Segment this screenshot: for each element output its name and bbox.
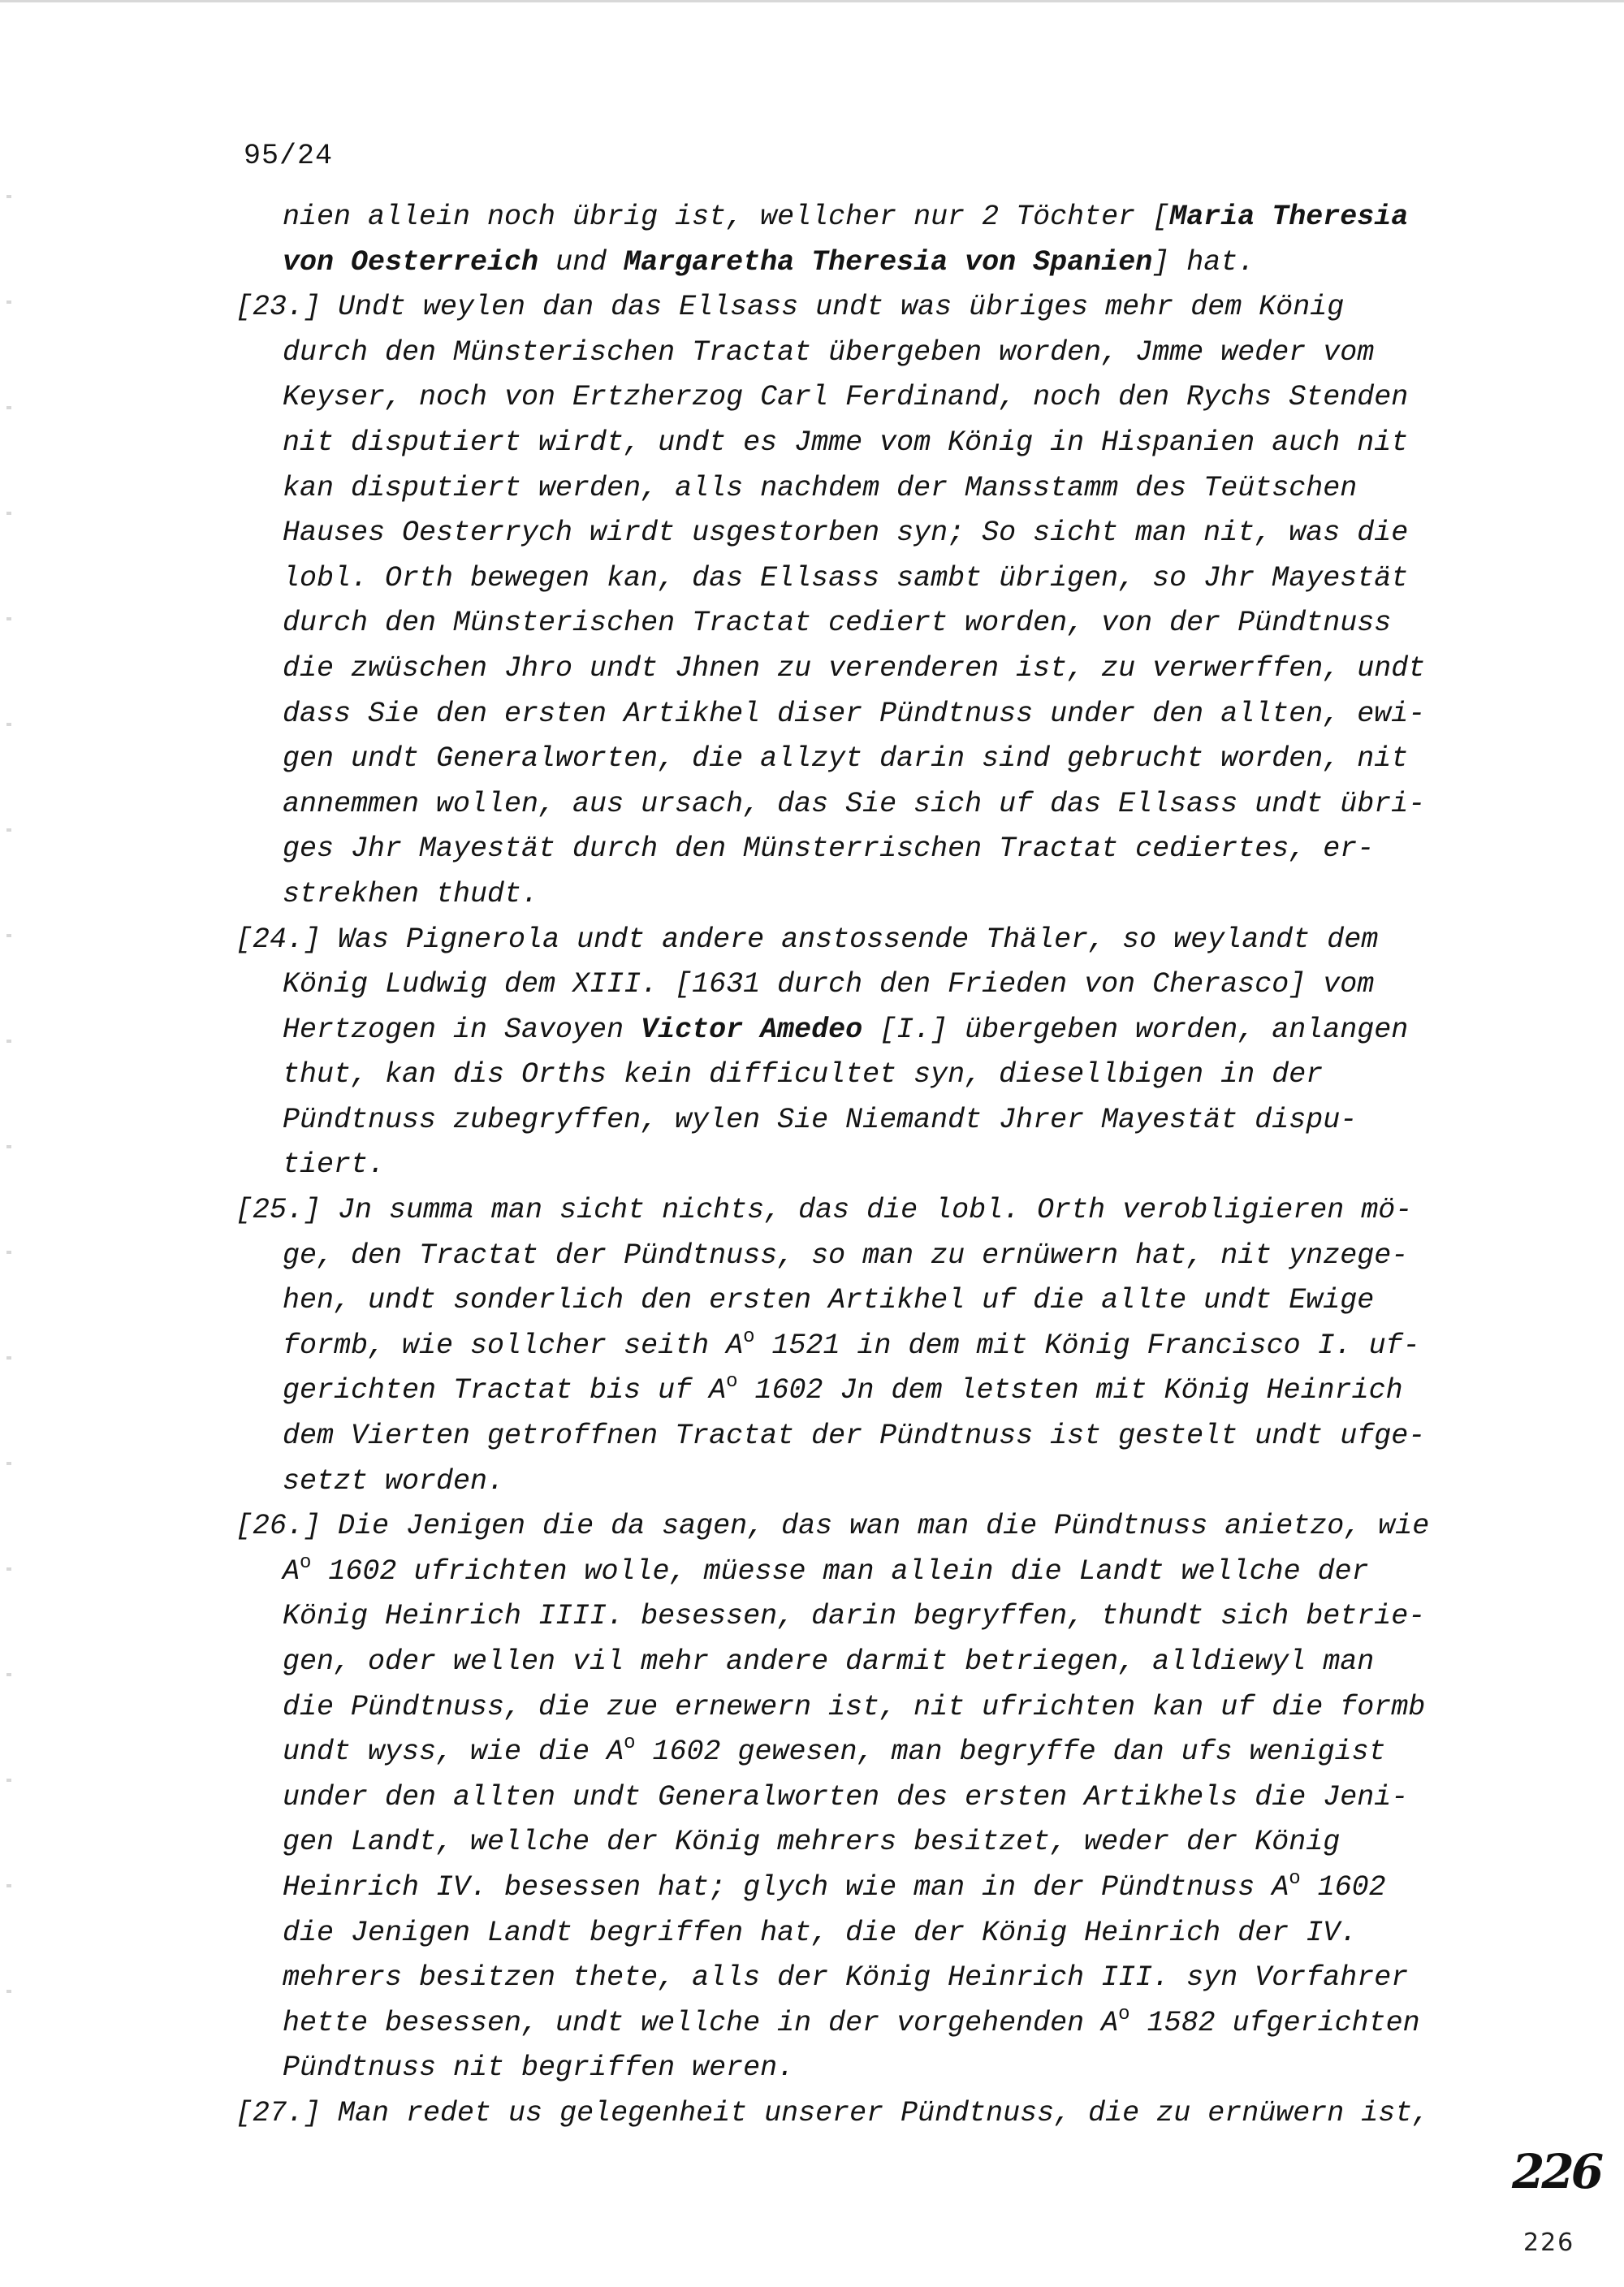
intro-line-1 bbox=[283, 195, 1486, 240]
p23-line: annemmen wollen, aus ursach, das Sie sich uf das Ellsass undt übri- bbox=[283, 787, 1426, 820]
folio-pencil: 226 bbox=[1523, 2229, 1575, 2257]
p26-text: undt wyss, wie die A bbox=[283, 1736, 624, 1769]
p26-line bbox=[235, 1550, 1486, 1595]
p25-text: 1602 Jn dem letsten mit König Heinrich bbox=[737, 1374, 1403, 1407]
paragraph-25 bbox=[235, 1188, 1486, 1504]
p25-line: [25.] Jn summa man sicht nichts, das die lobl. Orth verobligieren mö- bbox=[235, 1194, 1413, 1227]
p25-line bbox=[235, 1368, 1486, 1414]
intro-text: und bbox=[538, 245, 624, 279]
folio-stamp: 226 bbox=[1512, 2144, 1601, 2199]
p23-line: dass Sie den ersten Artikhel diser Pündtnuss under den allten, ewi- bbox=[283, 697, 1426, 730]
p23-line: gen undt Generalworten, die allzyt darin sind gebrucht worden, nit bbox=[283, 742, 1409, 776]
anno-superscript: o bbox=[743, 1325, 755, 1348]
p26-text: 1582 ufgerichten bbox=[1129, 2006, 1420, 2039]
anno-superscript: o bbox=[1118, 2003, 1130, 2025]
p24-line bbox=[235, 1008, 1486, 1053]
p23-line: [23.] Undt weylen dan das Ellsass undt was übriges mehr dem König bbox=[235, 291, 1345, 324]
p26-line: under den allten undt Generalworten des ersten Artikhels die Jeni- bbox=[283, 1780, 1409, 1814]
p25-text: gerichten Tractat bis uf A bbox=[283, 1374, 727, 1407]
p24-line: König Ludwig dem XIII. [1631 durch den Frieden von Cherasco] vom bbox=[283, 968, 1375, 1001]
p26-line: die Pündtnuss, die zue ernewern ist, nit ufrichten kan uf die formb bbox=[283, 1690, 1426, 1723]
p24-text: Hertzogen in Savoyen bbox=[283, 1013, 641, 1046]
p25-line: ge, den Tractat der Pündtnuss, so man zu ernüwern hat, nit ynzege- bbox=[283, 1239, 1409, 1272]
p26-line: gen, oder wellen vil mehr andere darmit betriegen, alldiewyl man bbox=[283, 1645, 1375, 1678]
paragraph-24 bbox=[235, 918, 1486, 1189]
p26-line bbox=[235, 2001, 1486, 2047]
p25-line bbox=[235, 1324, 1486, 1369]
p25-text: 1521 in dem mit König Francisco I. uf- bbox=[754, 1329, 1420, 1362]
paragraph-27 bbox=[235, 2091, 1486, 2137]
intro-paragraph bbox=[235, 195, 1486, 285]
p25-text: formb, wie sollcher seith A bbox=[283, 1329, 744, 1362]
p23-line: lobl. Orth bewegen kan, das Ellsass sambt übrigen, so Jhr Mayestät bbox=[283, 561, 1409, 594]
p26-line: [26.] Die Jenigen die da sagen, das wan man die Pündtnuss anietzo, wie bbox=[235, 1510, 1430, 1543]
p26-line: mehrers besitzen thete, alls der König Heinrich III. syn Vorfahrer bbox=[283, 1961, 1409, 1995]
p24-line: thut, kan dis Orths kein difficultet syn, diesellbigen in der bbox=[283, 1058, 1324, 1092]
p23-line: durch den Münsterischen Tractat übergeben worden, Jmme weder vom bbox=[283, 335, 1375, 369]
p23-line: Hauses Oesterrych wirdt usgestorben syn; So sicht man nit, was die bbox=[283, 517, 1409, 550]
p24-line: tiert. bbox=[283, 1148, 386, 1182]
p26-text: A bbox=[283, 1554, 300, 1588]
p23-line: die zwüschen Jhro undt Jhnen zu verenderen ist, zu verwerffen, undt bbox=[283, 651, 1426, 685]
name-maria-theresia: Maria Theresia bbox=[1169, 201, 1409, 233]
p26-text: hette besessen, undt wellche in der vorgehenden A bbox=[283, 2006, 1119, 2039]
page-top-edge bbox=[0, 0, 1624, 2]
p26-text: 1602 gewesen, man begryffe dan ufs wenigist bbox=[635, 1736, 1386, 1769]
name-von-oesterreich: von Oesterreich bbox=[283, 245, 539, 279]
anno-superscript: o bbox=[300, 1551, 312, 1574]
p23-line: durch den Münsterischen Tractat cediert worden, von der Pündtnuss bbox=[283, 607, 1392, 640]
p25-line: setzt worden. bbox=[283, 1464, 505, 1498]
p25-line: dem Vierten getroffnen Tractat der Pündtnuss ist gestelt undt ufge- bbox=[283, 1420, 1426, 1453]
p26-text: 1602 ufrichten wolle, müesse man allein die Landt wellche der bbox=[311, 1554, 1369, 1588]
document-body bbox=[235, 195, 1486, 2137]
intro-text: nien allein noch übrig ist, wellcher nur 2 Töchter [ bbox=[283, 201, 1170, 233]
name-margaretha-theresia: Margaretha Theresia von Spanien bbox=[624, 245, 1153, 279]
p23-line: kan disputiert werden, alls nachdem der Mansstamm des Teütschen bbox=[283, 471, 1358, 504]
paragraph-26 bbox=[235, 1504, 1486, 2091]
p26-line bbox=[235, 1865, 1486, 1911]
p23-line: nit disputiert wirdt, undt es Jmme vom König in Hispanien auch nit bbox=[283, 426, 1409, 459]
p24-line: [24.] Was Pignerola undt andere anstossende Thäler, so weylandt dem bbox=[235, 923, 1379, 956]
anno-superscript: o bbox=[624, 1732, 636, 1755]
p27-line: [27.] Man redet us gelegenheit unserer Pündtnuss, die zu ernüwern ist, bbox=[235, 2096, 1430, 2129]
p26-text: 1602 bbox=[1300, 1870, 1386, 1904]
p23-line: ges Jhr Mayestät durch den Münsterrischen Tractat cediertes, er- bbox=[283, 832, 1375, 866]
anno-superscript: o bbox=[726, 1371, 738, 1394]
p26-line: die Jenigen Landt begriffen hat, die der König Heinrich der IV. bbox=[283, 1916, 1358, 1949]
p26-line: gen Landt, wellche der König mehrers besitzet, weder der König bbox=[283, 1826, 1341, 1859]
name-victor-amedeo: Victor Amedeo bbox=[641, 1013, 863, 1046]
p26-line: Pündtnuss nit begriffen weren. bbox=[283, 2051, 795, 2085]
page-number: 95/24 bbox=[244, 140, 334, 172]
binding-margin-marks bbox=[6, 146, 11, 2095]
paragraph-23 bbox=[235, 285, 1486, 917]
p26-line: König Heinrich IIII. besessen, darin begryffen, thundt sich betrie- bbox=[283, 1600, 1426, 1633]
p24-text: [I.] übergeben worden, anlangen bbox=[862, 1013, 1409, 1046]
p26-line bbox=[235, 1730, 1486, 1775]
p23-line: Keyser, noch von Ertzherzog Carl Ferdinand, noch den Rychs Stenden bbox=[283, 381, 1409, 414]
p26-text: Heinrich IV. besessen hat; glych wie man in der Pündtnuss A bbox=[283, 1870, 1289, 1904]
intro-text: ] hat. bbox=[1152, 245, 1255, 279]
intro-line-2 bbox=[283, 240, 1486, 286]
anno-superscript: o bbox=[1289, 1867, 1301, 1890]
p23-line: strekhen thudt. bbox=[283, 877, 539, 910]
p25-line: hen, undt sonderlich den ersten Artikhel uf die allte undt Ewige bbox=[283, 1284, 1375, 1317]
p24-line: Pündtnuss zubegryffen, wylen Sie Niemandt Jhrer Mayestät dispu- bbox=[283, 1103, 1358, 1136]
